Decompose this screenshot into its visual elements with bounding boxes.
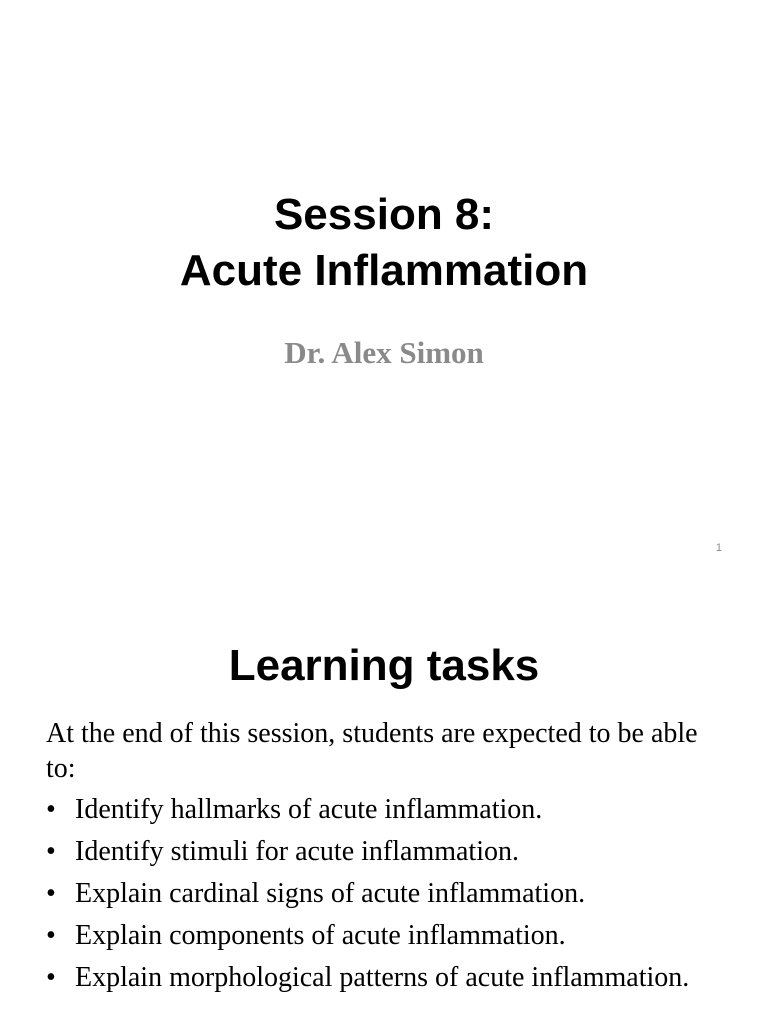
bullet-icon: • [46, 794, 56, 825]
list-item-text: Identify hallmarks of acute inflammation. [75, 794, 543, 825]
list-item-text: Explain components of acute inflammation. [75, 920, 566, 951]
list-item-text: Explain morphological patterns of acute inflammation. [75, 962, 690, 993]
bullet-icon: • [46, 920, 56, 951]
task-list [46, 792, 726, 995]
presenter-name: Dr. Alex Simon [284, 335, 484, 370]
slide-number: 1 [715, 542, 722, 554]
bullet-icon: • [46, 878, 56, 909]
list-item-text: Identify stimuli for acute inflammation. [75, 836, 519, 867]
slide-body [46, 716, 726, 1002]
bullet-icon: • [46, 962, 56, 993]
list-item [46, 918, 726, 953]
list-item [46, 876, 726, 911]
list-item [46, 792, 726, 827]
intro-text: At the end of this session, students are expected to be able to: [46, 718, 698, 784]
list-item [46, 834, 726, 869]
slide-title-line-1: Session 8: [273, 190, 495, 239]
slide-title [0, 187, 768, 299]
slide-title-line-2: Acute Inflammation [179, 246, 589, 295]
bullet-icon: • [46, 836, 56, 867]
list-item-text: Explain cardinal signs of acute inflammation. [75, 878, 586, 909]
learning-tasks-slide [0, 576, 768, 1024]
slide-heading: Learning tasks [228, 641, 540, 690]
list-item [46, 960, 726, 995]
